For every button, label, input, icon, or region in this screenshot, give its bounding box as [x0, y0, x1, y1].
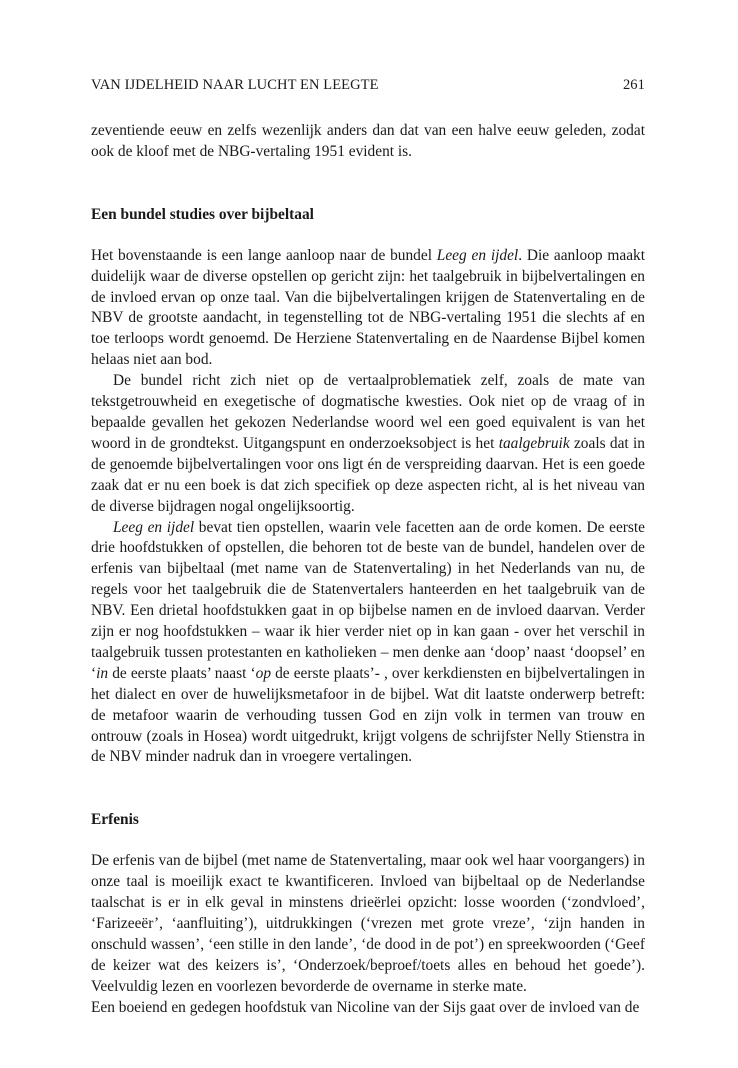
paragraph-bundel-3 [91, 518, 645, 769]
italic-term: taalgebruik [498, 434, 570, 452]
running-head-title: VAN IJDELHEID NAAR LUCHT EN LEEGTE [91, 77, 379, 93]
italic-word: in [96, 664, 109, 682]
italic-word: op [255, 664, 272, 682]
paragraph-bundel-1 [91, 246, 645, 371]
text-run: zoals dat in de genoemde bijbelvertalingen voor ons ligt én de verspreiding daarvan. Het is een goede zaak dat er nu een boek is dat zich specifiek op deze aspecten richt, al is het niveau van de diverse bijdragen nogal ongelijksoortig. [91, 434, 645, 515]
text-run: de eerste plaats’- , over kerkdiensten en bijbelvertalingen in het dialect en over de huwelijksmetafoor in de bijbel. Wat dit laatste onderwerp betreft: de metafoor waarin de verhouding tussen God en zijn volk in termen van trouw en ontrouw (zoals in Hosea) wordt uitgedrukt, krijgt volgens de schrijfster Nelly Stienstra in de NBV minder nadruk dan in vroegere vertalingen. [91, 664, 646, 766]
page-number: 261 [622, 77, 645, 93]
paragraph-bundel-2 [91, 371, 645, 517]
text-run: de eerste plaats’ naast ‘ [108, 664, 256, 682]
text-run: Het bovenstaande is een lange aanloop naar de bundel [91, 246, 437, 264]
text-run: bevat tien opstellen, waarin vele facetten aan de orde komen. De eerste drie hoofdstukken of opstellen, die behoren tot de beste van de bundel, handelen over de erfenis van bijbeltaal (met name van de Statenvertaling) in het Nederlands van nu, de regels voor het taalgebruik die de Statenvertalers hanteerden en het taalgebruik van de NBV. Een drietal hoofdstukken gaat in op bijbelse namen en de invloed daarvan. Verder zijn er nog hoofdstukken – waar ik hier verder niet op in kan gaan - over het verschil in taalgebruik tussen protestanten en katholieken – men denke aan ‘doop’ naast ‘doopsel’ en ‘ [91, 518, 645, 682]
paragraph-erfenis-1: De erfenis van de bijbel (met name de Statenvertaling, maar ook wel haar voorgangers) in onze taal is moeilijk exact te kwantificeren. Invloed van bijbeltaal op de Nederlandse taalschat is er in elk geval in minstens drieërlei opzicht: losse woorden (‘zondvloed’, ‘Farizeeër’, ‘aanfluiting’), uitdrukkingen (‘vrezen met grote vreze’, ‘zijn handen in onschuld wassen’, ‘een stille in den lande’, ‘de dood in de pot’) en spreekwoorden (‘Geef de keizer wat des keizers is’, ‘Onderzoek/beproef/toets alles en behoud het goede’). Veelvuldig lezen en voorlezen bevorderde de overname in sterke mate. [91, 852, 646, 995]
paragraph-erfenis-2: Een boeiend en gedegen hoofdstuk van Nicoline van der Sijs gaat over de invloed van de [91, 998, 640, 1016]
section-heading-erfenis: Erfenis [91, 811, 139, 829]
running-head [91, 77, 645, 94]
book-title-italic: Leeg en ijdel [113, 518, 195, 536]
text-run: De bundel richt zich niet op de vertaalproblematiek zelf, zoals de mate van tekstgetrouwheid en exegetische of dogmatische kwesties. Ook niet op de vraag of in bepaalde gevallen het gekozen Nederlandse woord wel een goed equivalent is van het woord in de grondtekst. Uitgangspunt en onderzoeksobject is het [91, 372, 645, 452]
intro-paragraph: zeventiende eeuw en zelfs wezenlijk anders dan dat van een halve eeuw geleden, zodat ook de kloof met de NBG-vertaling 1951 evident is. [91, 122, 645, 160]
text-run: . Die aanloop maakt duidelijk waar de diverse opstellen op gericht zijn: het taalgebruik in bijbelvertalingen en de invloed ervan op onze taal. Van die bijbelvertalingen krijgen de Statenvertaling en de NBV de grootste aandacht, in tegenstelling tot de NBG-vertaling 1951 die slechts af en toe terloops wordt genoemd. De Herziene Statenvertaling en de Naardense Bijbel komen helaas niet aan bod. [91, 246, 645, 369]
section-heading-bundel: Een bundel studies over bijbeltaal [91, 205, 314, 223]
book-title-italic: Leeg en ijdel [436, 246, 519, 264]
body-text [91, 121, 645, 1019]
